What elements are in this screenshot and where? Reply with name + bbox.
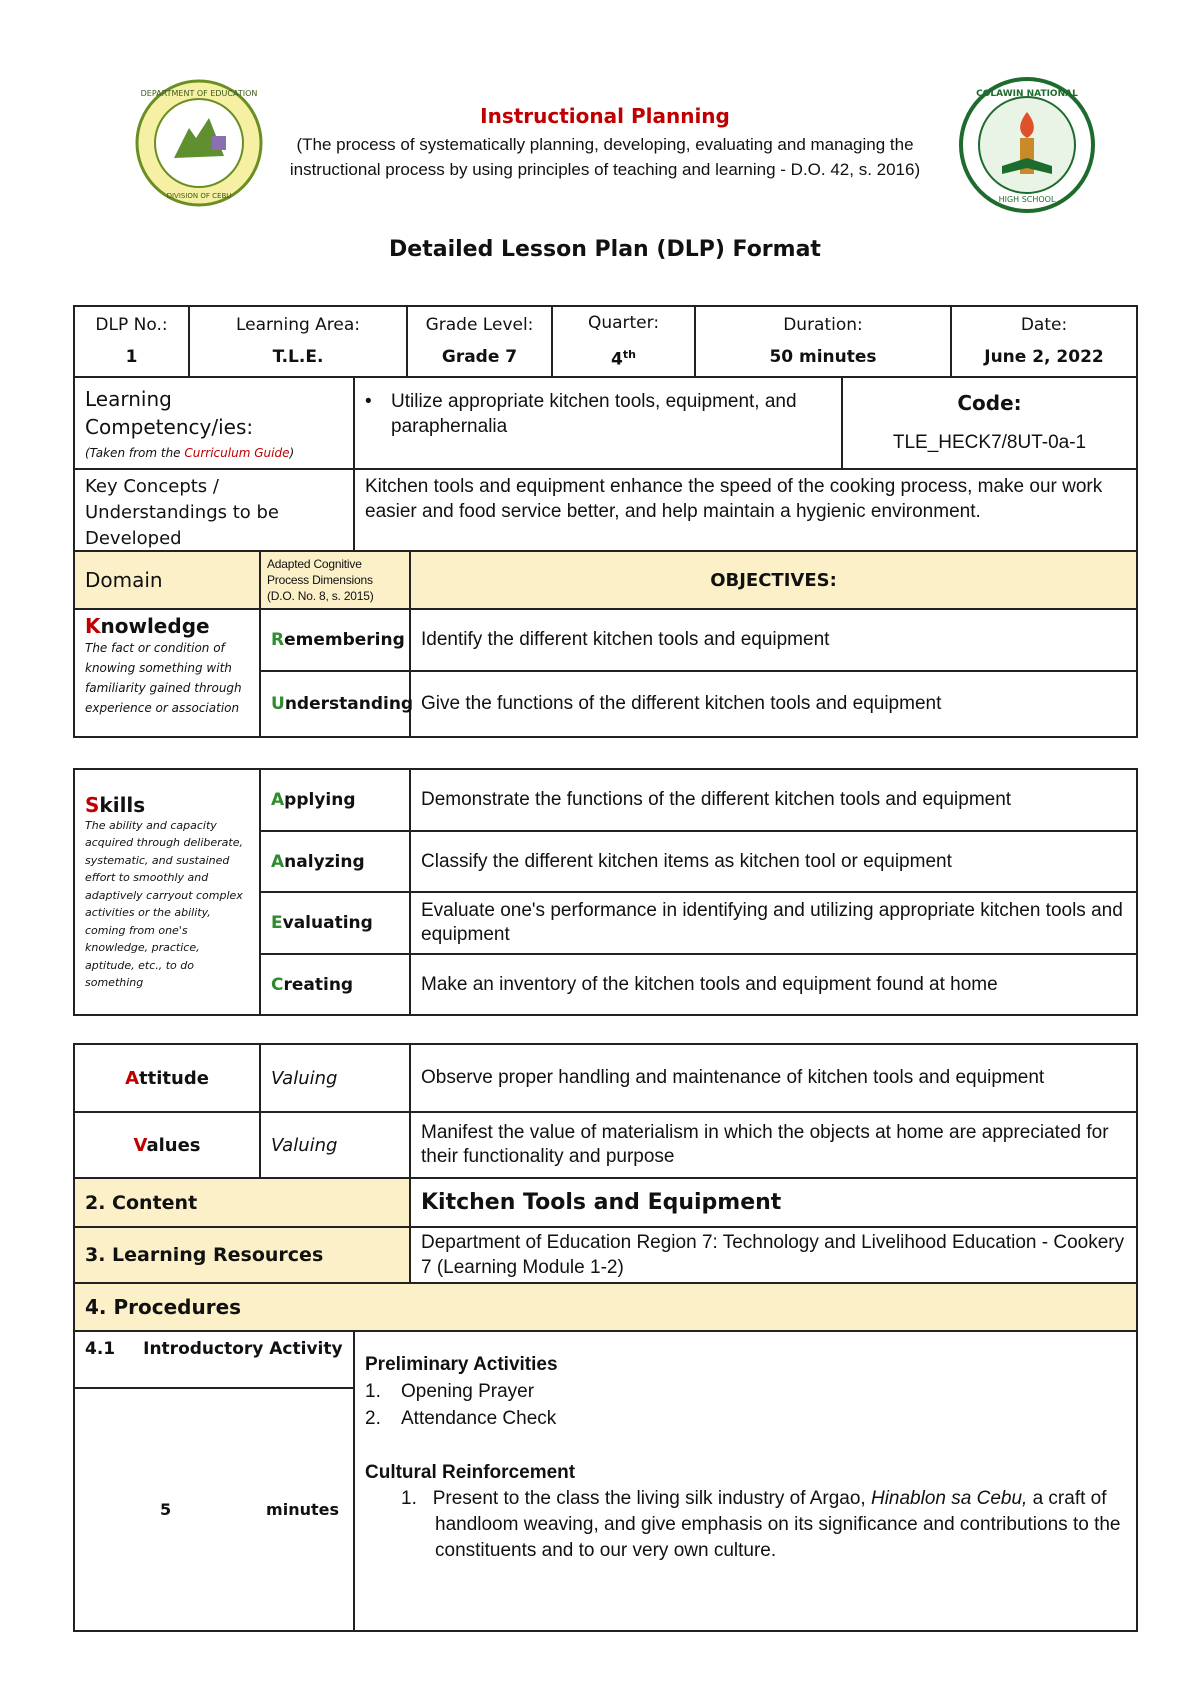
knowledge-domain-cell <box>74 609 260 737</box>
duration-cell <box>695 306 951 377</box>
competency-note-suffix: ) <box>289 446 295 460</box>
area-label: Learning Area: <box>235 315 361 336</box>
resources-value: Department of Education Region 7: Technology and Livelihood Education - Cookery 7 (Learning Module 1-2) <box>410 1227 1137 1283</box>
code-cell <box>842 377 1137 469</box>
date-value: June 2, 2022 <box>984 347 1104 368</box>
time-unit: minutes <box>266 1500 339 1519</box>
svg-text:DIVISION OF CEBU: DIVISION OF CEBU <box>166 192 232 200</box>
skills-domain-cell <box>74 769 260 1015</box>
area-value: T.L.E. <box>272 347 324 368</box>
competency-label-cell <box>74 377 354 469</box>
grade-cell <box>407 306 552 377</box>
skills-desc: The ability and capacity acquired through deliberate, systematic, and sustained effort to smoothly and adaptively carryout complex activities or the ability, coming from one's knowledge, practice, aptitude, etc., to do something <box>85 818 243 989</box>
doc-title: Detailed Lesson Plan (DLP) Format <box>389 237 821 262</box>
key-concepts-text: Kitchen tools and equipment enhance the speed of the cooking process, make our work easier and food service better, and help maintain a hygienic environment. <box>354 469 1137 557</box>
duration-label: Duration: <box>783 315 863 336</box>
svg-text:HIGH SCHOOL: HIGH SCHOOL <box>998 195 1056 204</box>
knowledge-process-1: Remembering <box>260 609 410 671</box>
knowledge-objective-2: Give the functions of the different kitchen tools and equipment <box>410 671 1137 737</box>
competency-table <box>73 376 1138 558</box>
date-label: Date: <box>1020 315 1068 336</box>
skills-objective-3: Evaluate one's performance in identifying and utilizing appropriate kitchen tools and equipment <box>410 892 1137 954</box>
skills-process-2: Analyzing <box>260 831 410 892</box>
attitude-objective: Observe proper handling and maintenance of kitchen tools and equipment <box>410 1044 1137 1112</box>
cultural-title: Cultural Reinforcement <box>365 1462 576 1483</box>
header-title: Instructional Planning <box>480 104 730 128</box>
skills-initial: S <box>85 792 100 817</box>
skills-process-4: Creating <box>260 954 410 1015</box>
intro-activity-label: 4.1 Introductory Activity <box>74 1331 354 1388</box>
key-concepts-label: Key Concepts / Understandings to be Developed <box>74 469 354 557</box>
competency-note-prefix: (Taken from the <box>85 446 185 460</box>
area-cell <box>189 306 407 377</box>
quarter-value: 4 <box>611 349 623 370</box>
adapted-header: Adapted Cognitive Process Dimensions (D.O. No. 8, s. 2015) <box>260 551 410 609</box>
skills-rest: kills <box>99 792 146 817</box>
dlp-value: 1 <box>125 347 138 368</box>
knowledge-desc: The fact or condition of knowing something with familiarity gained through experience or association <box>85 641 242 715</box>
skills-objective-1: Demonstrate the functions of the different kitchen tools and equipment <box>410 769 1137 831</box>
skills-objective-4: Make an inventory of the kitchen tools and equipment found at home <box>410 954 1137 1015</box>
procedures-table <box>73 1330 1138 1632</box>
competency-text-cell <box>354 377 842 469</box>
code-value: TLE_HECK7/8UT-0a-1 <box>892 432 1087 453</box>
skills-table <box>73 768 1138 1016</box>
knowledge-table <box>73 550 1138 738</box>
competency-note-link: Curriculum Guide <box>184 446 290 460</box>
values-process: Valuing <box>260 1112 410 1178</box>
school-seal <box>958 76 1096 214</box>
knowledge-process-2: Understanding <box>260 671 410 737</box>
list-item: 1. Opening Prayer <box>365 1381 535 1402</box>
skills-objective-2: Classify the different kitchen items as kitchen tool or equipment <box>410 831 1137 892</box>
content-value: Kitchen Tools and Equipment <box>410 1178 1137 1227</box>
dlp-cell <box>74 306 189 377</box>
header-subtitle: (The process of systematically planning, developing, evaluating and managing the instructional process by using principles of teaching and learning - D.O. 42, s. 2016) <box>289 135 921 179</box>
time-value: 5 <box>160 1500 172 1519</box>
quarter-sup: th <box>622 348 636 361</box>
domain-header: Domain <box>74 551 260 609</box>
info-table <box>73 305 1138 378</box>
values-table <box>73 1043 1138 1332</box>
knowledge-initial: K <box>85 614 101 638</box>
grade-label: Grade Level: <box>425 315 534 336</box>
resources-label: 3. Learning Resources <box>74 1227 410 1283</box>
quarter-label: Quarter: <box>587 313 660 333</box>
prelim-title: Preliminary Activities <box>365 1354 558 1375</box>
date-cell <box>951 306 1137 377</box>
svg-text:COLAWIN NATIONAL: COLAWIN NATIONAL <box>976 89 1078 99</box>
bullet-icon: • <box>365 391 372 412</box>
skills-process-1: Applying <box>260 769 410 831</box>
content-label: 2. Content <box>74 1178 410 1227</box>
list-item: 2. Attendance Check <box>365 1408 557 1429</box>
code-label: Code: <box>957 391 1022 415</box>
quarter-cell <box>552 306 695 377</box>
time-cell <box>74 1388 354 1631</box>
competency-label: Learning Competency/ies: <box>85 387 254 439</box>
cultural-item: 1. Present to the class the living silk industry of Argao, Hinablon sa Cebu, a craft of handloom weaving, and give emphasis on its significance and contributions to the constituents and to our very own culture. <box>401 1488 1121 1561</box>
procedures-label: 4. Procedures <box>74 1283 1137 1331</box>
values-domain: Values <box>74 1112 260 1178</box>
dlp-label: DLP No.: <box>95 315 168 336</box>
grade-value: Grade 7 <box>441 347 518 368</box>
attitude-process: Valuing <box>260 1044 410 1112</box>
duration-value: 50 minutes <box>769 347 877 368</box>
competency-text: Utilize appropriate kitchen tools, equipment, and paraphernalia <box>391 391 797 437</box>
values-objective: Manifest the value of materialism in which the objects at home are appreciated for their functionality and purpose <box>410 1112 1137 1178</box>
knowledge-rest: nowledge <box>100 614 210 638</box>
procedures-content-cell <box>354 1331 1137 1631</box>
deped-seal <box>134 78 264 208</box>
skills-process-3: Evaluating <box>260 892 410 954</box>
svg-text:DEPARTMENT OF EDUCATION: DEPARTMENT OF EDUCATION <box>140 89 258 98</box>
knowledge-objective-1: Identify the different kitchen tools and equipment <box>410 609 1137 671</box>
objectives-header: OBJECTIVES: <box>410 551 1137 609</box>
attitude-domain: Attitude <box>74 1044 260 1112</box>
